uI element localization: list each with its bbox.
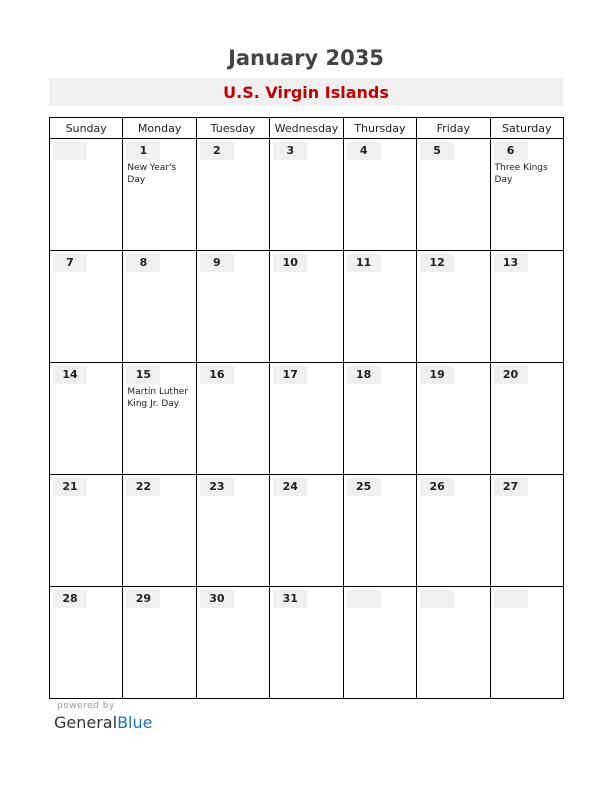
weekday-header: Saturday xyxy=(490,118,563,139)
day-number: 16 xyxy=(200,366,234,384)
day-number: 14 xyxy=(53,366,87,384)
day-number: 27 xyxy=(494,478,528,496)
day-number: 19 xyxy=(420,366,454,384)
region-name: U.S. Virgin Islands xyxy=(223,83,389,102)
day-number: 20 xyxy=(494,366,528,384)
day-cell xyxy=(343,363,416,475)
week-row xyxy=(50,251,564,363)
day-number: 26 xyxy=(420,478,454,496)
day-cell xyxy=(50,251,123,363)
day-number: 18 xyxy=(347,366,381,384)
weekday-header: Monday xyxy=(123,118,196,139)
day-number xyxy=(420,590,454,608)
day-number: 7 xyxy=(53,254,87,272)
day-cell xyxy=(343,587,416,699)
day-cell xyxy=(490,475,563,587)
brand-general: General xyxy=(54,713,118,732)
day-number: 3 xyxy=(273,142,307,160)
day-cell xyxy=(270,251,343,363)
day-cell xyxy=(270,139,343,251)
calendar-body xyxy=(50,139,564,699)
day-number: 25 xyxy=(347,478,381,496)
day-cell xyxy=(417,363,490,475)
day-number: 21 xyxy=(53,478,87,496)
day-number xyxy=(53,142,87,160)
day-number: 31 xyxy=(273,590,307,608)
day-cell xyxy=(50,363,123,475)
week-row xyxy=(50,587,564,699)
day-number: 22 xyxy=(126,478,160,496)
day-cell xyxy=(417,251,490,363)
day-cell xyxy=(123,475,196,587)
brand-blue: Blue xyxy=(117,713,153,732)
holiday-label: Martin Luther King Jr. Day xyxy=(127,387,189,409)
month-title: January 2035 xyxy=(228,46,384,70)
day-number xyxy=(347,590,381,608)
day-number: 28 xyxy=(53,590,87,608)
day-cell xyxy=(196,587,269,699)
day-number: 4 xyxy=(347,142,381,160)
holiday-label: Three Kings Day xyxy=(494,163,548,185)
week-row xyxy=(50,139,564,251)
day-cell xyxy=(343,251,416,363)
day-number: 8 xyxy=(126,254,160,272)
powered-by-label: powered by xyxy=(57,701,115,711)
day-cell xyxy=(343,475,416,587)
weekday-header: Friday xyxy=(417,118,490,139)
day-cell xyxy=(123,251,196,363)
holiday-label: New Year's Day xyxy=(127,163,177,185)
day-cell xyxy=(490,251,563,363)
day-cell xyxy=(417,139,490,251)
day-cell xyxy=(123,363,196,475)
weekday-header-row xyxy=(50,118,564,139)
day-cell xyxy=(123,139,196,251)
day-cell xyxy=(123,587,196,699)
day-cell xyxy=(270,475,343,587)
day-cell xyxy=(270,587,343,699)
day-cell xyxy=(196,475,269,587)
day-cell xyxy=(50,587,123,699)
day-cell xyxy=(417,475,490,587)
day-number: 6 xyxy=(494,142,528,160)
day-number: 13 xyxy=(494,254,528,272)
week-row xyxy=(50,363,564,475)
weekday-header: Wednesday xyxy=(270,118,343,139)
day-number: 1 xyxy=(126,142,160,160)
generalblue-logo xyxy=(54,713,152,732)
calendar-grid xyxy=(49,117,564,699)
day-cell xyxy=(490,587,563,699)
weekday-header: Sunday xyxy=(50,118,123,139)
day-cell xyxy=(490,139,563,251)
day-number: 11 xyxy=(347,254,381,272)
day-cell xyxy=(196,139,269,251)
day-cell xyxy=(196,251,269,363)
day-cell xyxy=(343,139,416,251)
day-number: 15 xyxy=(126,366,160,384)
day-number: 30 xyxy=(200,590,234,608)
day-cell xyxy=(50,139,123,251)
day-number: 17 xyxy=(273,366,307,384)
day-number: 5 xyxy=(420,142,454,160)
weekday-header: Thursday xyxy=(343,118,416,139)
day-number: 10 xyxy=(273,254,307,272)
day-number xyxy=(494,590,528,608)
day-cell xyxy=(196,363,269,475)
day-cell xyxy=(417,587,490,699)
day-number: 9 xyxy=(200,254,234,272)
day-number: 2 xyxy=(200,142,234,160)
day-cell xyxy=(50,475,123,587)
day-number: 23 xyxy=(200,478,234,496)
day-number: 29 xyxy=(126,590,160,608)
day-number: 24 xyxy=(273,478,307,496)
weekday-header: Tuesday xyxy=(196,118,269,139)
week-row xyxy=(50,475,564,587)
day-cell xyxy=(270,363,343,475)
day-number: 12 xyxy=(420,254,454,272)
day-cell xyxy=(490,363,563,475)
